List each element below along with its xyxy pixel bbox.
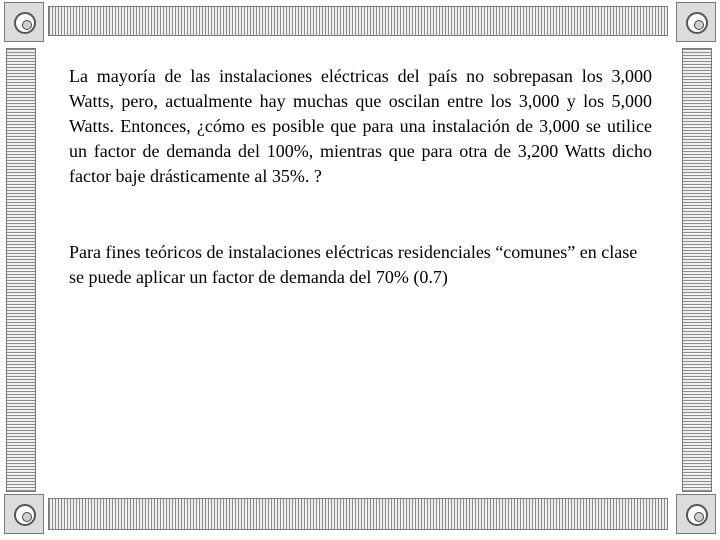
ring-icon bbox=[14, 504, 36, 526]
ring-icon bbox=[686, 504, 708, 526]
corner-top-right bbox=[676, 2, 716, 42]
slide-content bbox=[69, 64, 652, 290]
ring-icon bbox=[14, 12, 36, 34]
frame-top-bar bbox=[48, 6, 668, 36]
ring-icon bbox=[686, 12, 708, 34]
frame-left-bar bbox=[6, 48, 36, 492]
frame-right-bar bbox=[682, 48, 712, 492]
paragraph-demand-factor-note: Para fines teóricos de instalaciones eléctricas residenciales “comunes” en clase se puede aplicar un factor de demanda del 70% (0.7) bbox=[69, 242, 638, 287]
frame-bottom-bar bbox=[48, 498, 668, 530]
corner-bottom-right bbox=[676, 494, 716, 534]
corner-bottom-left bbox=[4, 494, 44, 534]
paragraph-demand-question: La mayoría de las instalaciones eléctricas del país no sobrepasan los 3,000 Watts, pero, actualmente hay muchas que oscilan entre los 3,000 y los 5,000 Watts. Entonces, ¿cómo es posible que para una instalación de 3,000 se utilice un factor de demanda del 100%, mientras que para otra de 3,200 Watts dicho factor baje drásticamente al 35%. ? bbox=[69, 66, 652, 186]
corner-top-left bbox=[4, 2, 44, 42]
